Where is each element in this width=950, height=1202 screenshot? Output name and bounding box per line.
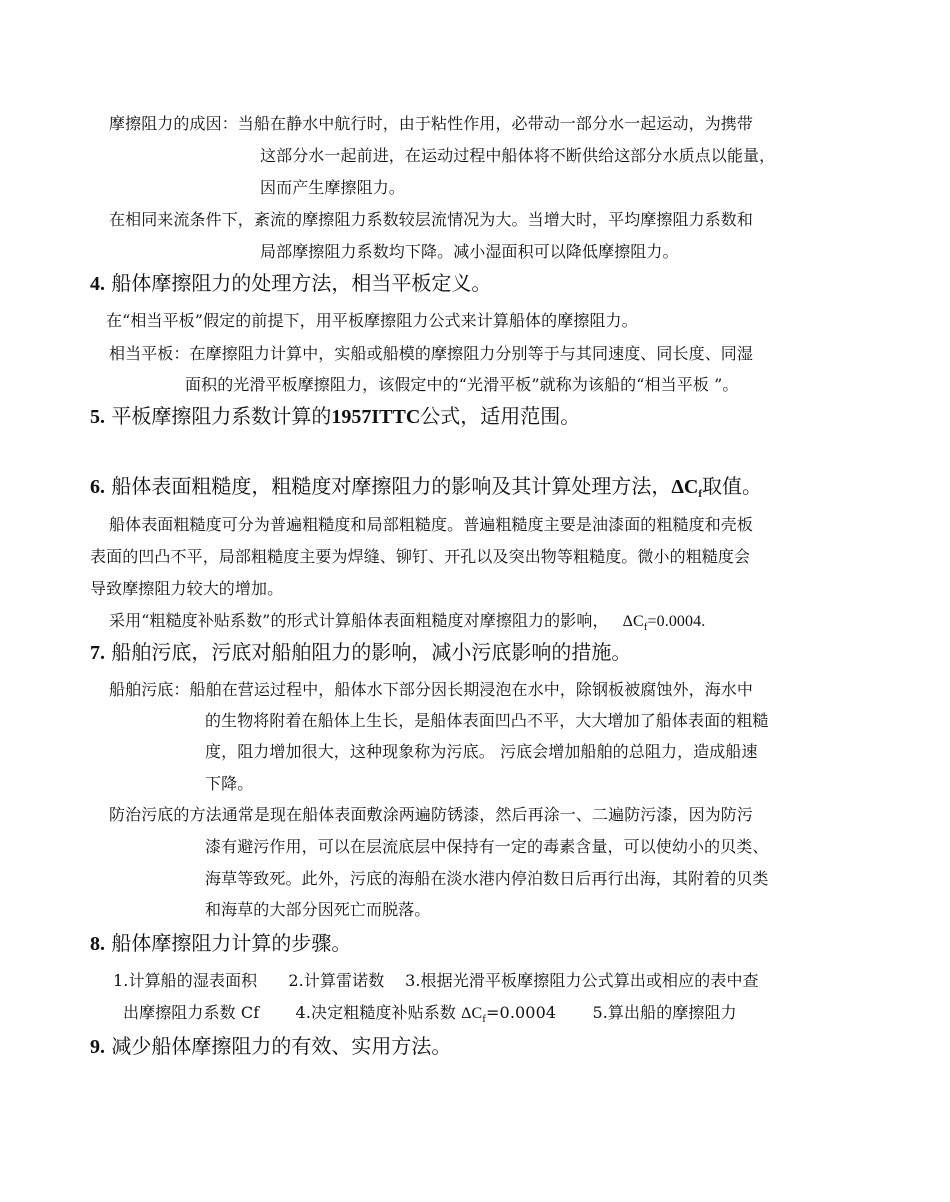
heading-6-text-post: 取值。 [702,474,763,498]
para-antifouling-line4: 和海草的大部分因死亡而脱落。 [205,900,431,919]
heading-8-text: 船体摩擦阻力计算的步骤。 [111,931,352,955]
delta-cf-symbol: $\Delta C_f=0.0004$. [622,613,706,633]
heading-7-number: 7. [90,642,105,664]
heading-4-number: 4. [90,273,105,295]
para-antifouling-line2: 漆有避污作用，可以在层流底层中保持有一定的毒素含量，可以使幼小的贝类、 [205,837,769,856]
heading-9-text: 减少船体摩擦阻力的有效、实用方法。 [111,1034,452,1058]
heading-5 [90,403,580,430]
para-roughness-line1: 船体表面粗糙度可分为普遍粗糙度和局部粗糙度。普遍粗糙度主要是油漆面的粗糙度和壳板 [109,515,754,534]
para-antifouling-line1: 防治污底的方法通常是现在船体表面敷涂两遍防锈漆，然后再涂一、二遍防污漆，因为防污 [109,805,754,824]
para-friction-cause-line2: 这部分水一起前进，在运动过程中船体将不断供给这部分水质点以能量， [260,146,776,165]
steps-delta-cf: $\Delta C_f$ [461,1005,487,1025]
heading-6-delta-cf: $\Delta C_f$ [671,476,703,500]
heading-5-formula-name: 1957ITTC [331,406,421,428]
para-friction-cause-line1: 摩擦阻力的成因：当船在静水中航行时，由于粘性作用，必带动一部分水一起运动，为携带 [109,114,754,133]
heading-8 [90,930,351,957]
heading-9-number: 9. [90,1036,105,1058]
heading-4 [90,270,491,297]
heading-6-text-pre: 船体表面粗糙度，粗糙度对摩擦阻力的影响及其计算处理方法， [111,474,672,498]
heading-6 [90,473,762,500]
heading-8-number: 8. [90,933,105,955]
para-turbulent-line1: 在相同来流条件下，紊流的摩擦阻力系数较层流情况为大。当增大时，平均摩擦阻力系数和 [109,210,754,229]
heading-6-number: 6. [90,476,105,498]
para-antifouling-line3: 海草等致死。此外，污底的海船在淡水港内停泊数日后再行出海，其附着的贝类 [205,869,769,888]
heading-4-text: 船体摩擦阻力的处理方法，相当平板定义。 [111,271,492,295]
para-roughness-allowance: 采用“粗糙度补贴系数”的形式计算船体表面粗糙度对摩擦阻力的影响， $\Delta C_f=0.0004$. [109,611,706,633]
steps-line2: 出摩擦阻力系数 Cf 4.决定粗糙度补贴系数 $\Delta C_f=0.0004$ 5.算出船的摩擦阻力 [123,1003,737,1025]
steps-line1: 1.计算船的湿表面积 2.计算雷诺数 3.根据光滑平板摩擦阻力公式算出或相应的表中查 [113,971,759,990]
para-equivalent-plate-def-line2: 面积的光滑平板摩擦阻力，该假定中的“光滑平板”就称为该船的“相当平板 ”。 [185,375,739,394]
para-roughness-line2: 表面的凹凸不平，局部粗糙度主要为焊缝、铆钉、开孔以及突出物等粗糙度。微小的粗糙度会 [90,547,751,566]
heading-5-text-pre: 平板摩擦阻力系数计算的 [111,404,332,428]
heading-5-number: 5. [90,406,105,428]
para-friction-cause-line3: 因而产生摩擦阻力。 [260,178,405,197]
para-turbulent-line2: 局部摩擦阻力系数均下降。减小湿面积可以降低摩擦阻力。 [260,242,679,261]
heading-9 [90,1033,451,1060]
heading-7-text: 船舶污底，污底对船舶阻力的影响，减小污底影响的措施。 [111,640,632,664]
para-roughness-line3: 导致摩擦阻力较大的增加。 [90,579,284,598]
heading-5-text-post: 公式，适用范围。 [420,404,581,428]
para-fouling-line4: 下降。 [205,774,254,793]
para-fouling-line1: 船舶污底：船舶在营运过程中，船体水下部分因长期浸泡在水中，除钢板被腐蚀外，海水中 [109,680,754,699]
para-fouling-line2: 的生物将附着在船体上生长，是船体表面凹凸不平，大大增加了船体表面的粗糙 [205,711,769,730]
heading-7 [90,639,631,666]
para-equivalent-plate-def-line1: 相当平板：在摩擦阻力计算中，实船或船模的摩擦阻力分别等于与其同速度、同长度、同湿 [109,344,754,363]
para-fouling-line3: 度，阻力增加很大，这种现象称为污底。 污底会增加船舶的总阻力，造成船速 [205,742,758,761]
para-equivalent-plate-premise: 在“相当平板”假定的前提下，用平板摩擦阻力公式来计算船体的摩擦阻力。 [106,311,638,330]
